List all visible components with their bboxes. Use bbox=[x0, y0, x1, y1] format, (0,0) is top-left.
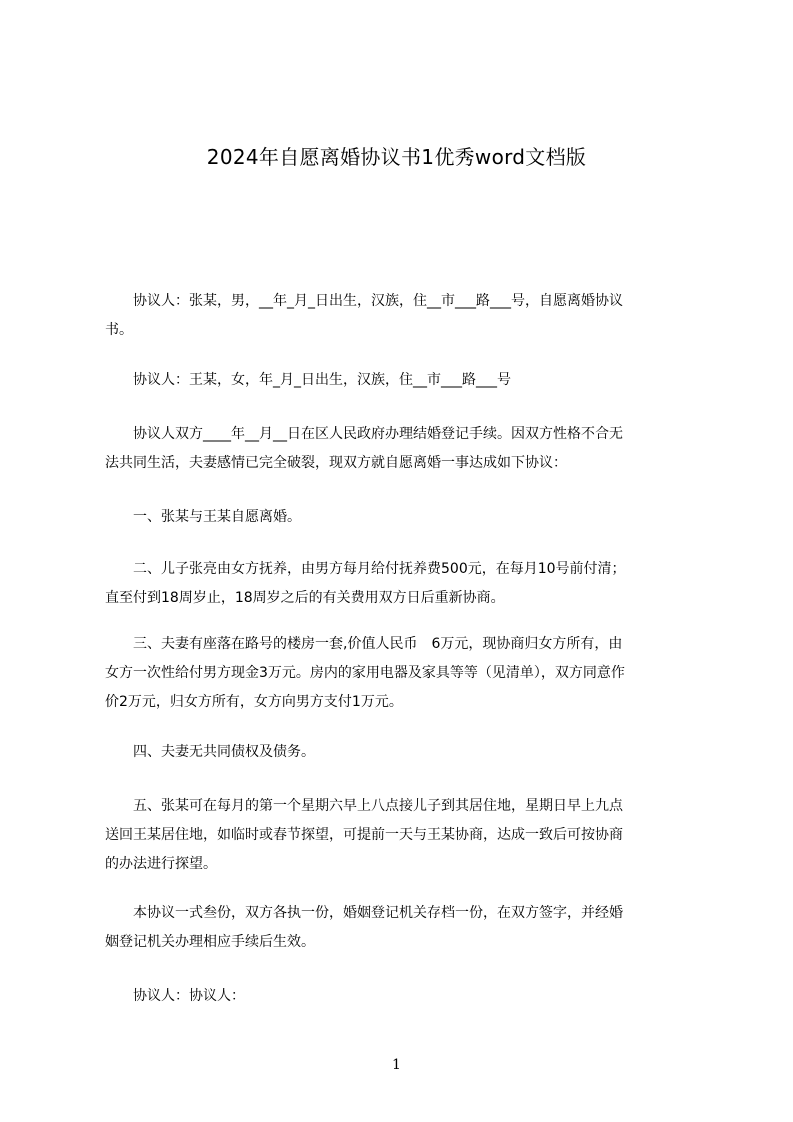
page-number: 1 bbox=[392, 1057, 401, 1073]
paragraph-effect bbox=[105, 899, 700, 957]
paragraph-line: 五、张某可在每月的第一个星期六早上八点接儿子到其居住地，星期日早上九点 bbox=[105, 798, 623, 814]
paragraph-line: 协议人：王某，女，年_月_日出生，汉族，住__市___路___号 bbox=[105, 372, 511, 388]
paragraph-line: 法共同生活，夫妻感情已完全破裂，现双方就自愿离婚一事达成如下协议： bbox=[105, 455, 567, 471]
paragraph-signatures bbox=[105, 982, 700, 1011]
paragraph-line: 一、张某与王某自愿离婚。 bbox=[105, 509, 301, 525]
paragraph-preamble bbox=[105, 420, 700, 478]
paragraph-line: 二、儿子张亮由女方抚养，由男方每月给付抚养费500元，在每月10号前付清； bbox=[105, 561, 626, 577]
page-title: 2024年自愿离婚协议书1优秀word文档版 bbox=[206, 145, 587, 169]
clause-2 bbox=[105, 555, 700, 613]
paragraph-line: 四、夫妻无共同债权及债务。 bbox=[105, 744, 315, 760]
paragraph-line: 三、夫妻有座落在路号的楼房一套,价值人民币 6万元，现协商归女方所有，由 bbox=[105, 636, 623, 652]
paragraph-line: 协议人：协议人： bbox=[105, 988, 245, 1004]
paragraph-party-b bbox=[105, 366, 700, 395]
clause-5 bbox=[105, 792, 700, 879]
clause-1 bbox=[105, 503, 700, 532]
paragraph-line: 价2万元，归女方所有，女方向男方支付1万元。 bbox=[105, 694, 403, 710]
paragraph-line: 书。 bbox=[105, 322, 133, 338]
clause-4 bbox=[105, 738, 700, 767]
paragraph-line: 姻登记机关办理相应手续后生效。 bbox=[105, 934, 315, 950]
paragraph-party-a bbox=[105, 287, 700, 345]
paragraph-line: 女方一次性给付男方现金3万元。房内的家用电器及家具等等（见清单），双方同意作 bbox=[105, 665, 625, 681]
paragraph-line: 送回王某居住地，如临时或春节探望，可提前一天与王某协商，达成一致后可按协商 bbox=[105, 827, 623, 843]
paragraph-line: 本协议一式叁份，双方各执一份，婚姻登记机关存档一份，在双方签字，并经婚 bbox=[105, 905, 623, 921]
paragraph-line: 协议人双方____年__月__日在区人民政府办理结婚登记手续。因双方性格不合无 bbox=[105, 426, 623, 442]
paragraph-line: 协议人：张某，男，__年_月_日出生，汉族，住__市___路___号，自愿离婚协议 bbox=[105, 293, 623, 309]
clause-3 bbox=[105, 630, 700, 717]
paragraph-line: 直至付到18周岁止，18周岁之后的有关费用双方日后重新协商。 bbox=[105, 590, 505, 606]
paragraph-line: 的办法进行探望。 bbox=[105, 856, 217, 872]
